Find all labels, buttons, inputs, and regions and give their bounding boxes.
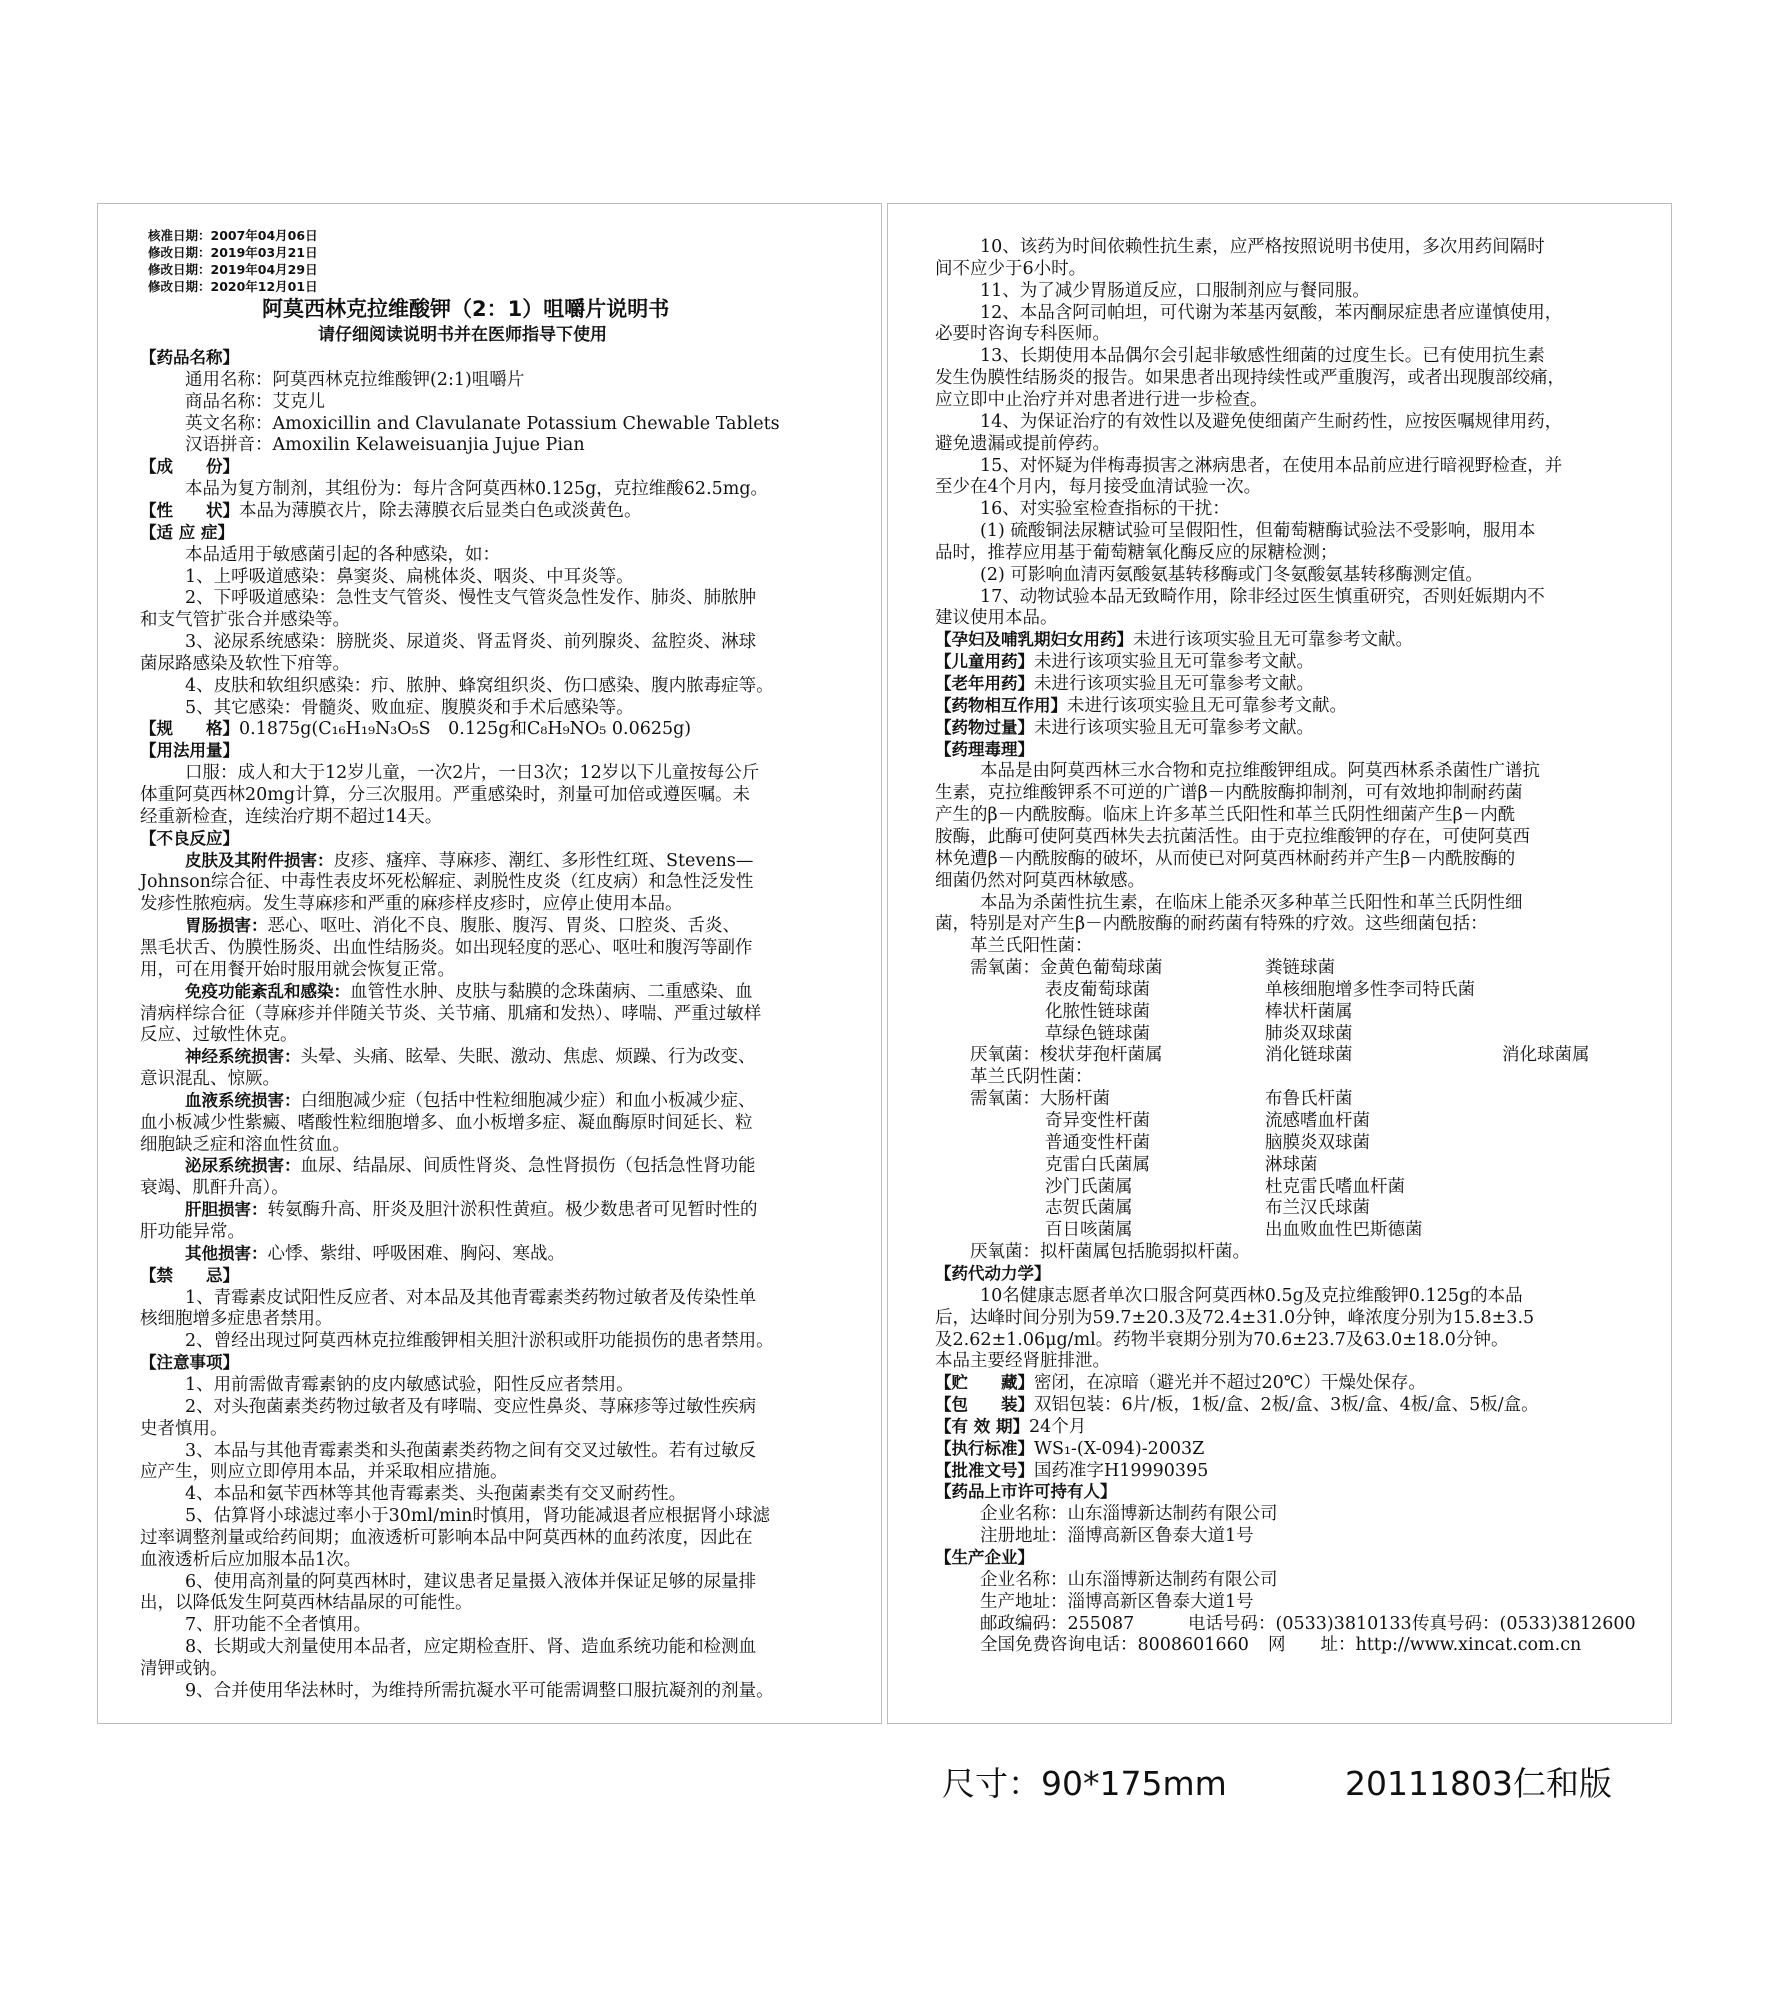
- labeled-line: [185, 981, 753, 1003]
- labeled-line: [935, 695, 1347, 717]
- text-line: 2、曾经出现过阿莫西林克拉维酸钾相关胆汁淤积或肝功能损伤的患者禁用。: [185, 1331, 774, 1352]
- text-line: 1、用前需做青霉素钠的皮内敏感试验，阳性反应者禁用。: [185, 1374, 634, 1395]
- text-line-column: 肺炎双球菌: [1265, 1023, 1353, 1044]
- line-text: 心悸、紫绀、呼吸困难、胸闷、寒战。: [267, 1243, 565, 1264]
- text-line: 过率调整剂量或给药间期；血液透析可影响本品中阿莫西林的血药浓度，因此在: [140, 1527, 753, 1548]
- text-line: 发生伪膜性结肠炎的报告。如果患者出现持续性或严重腹泻，或者出现腹部绞痛，: [935, 368, 1565, 389]
- line-label: 【有 效 期】: [935, 1416, 1029, 1436]
- text-line: 普通变性杆菌: [1045, 1132, 1150, 1153]
- section-heading: 【不良反应】: [140, 828, 239, 848]
- text-line: 16、对实验室检查指标的干扰：: [980, 499, 1230, 520]
- text-line: 菌尿路感染及软性下疳等。: [140, 653, 350, 674]
- revision-date: 修改日期：2020年12月01日: [148, 279, 318, 294]
- line-label: 【孕妇及哺乳期妇女用药】: [935, 630, 1133, 650]
- text-line: 克雷白氏菌属: [1045, 1154, 1150, 1175]
- revision-date: 修改日期：2019年03月21日: [148, 245, 318, 260]
- text-line: 需氧菌：金黄色葡萄球菌: [970, 958, 1163, 979]
- text-line: 17、动物试验本品无致畸作用，除非经过医生慎重研究，否则妊娠期内不: [980, 586, 1545, 607]
- text-line-column: 消化球菌属: [1502, 1045, 1590, 1066]
- text-line: 厌氧菌：拟杆菌属包括脆弱拟杆菌。: [970, 1242, 1250, 1263]
- text-line: 史者慎用。: [140, 1418, 228, 1439]
- text-line: 表皮葡萄球菌: [1045, 979, 1150, 1000]
- text-line: 经重新检查，连续治疗期不超过14天。: [140, 806, 443, 827]
- text-line: 8、长期或大剂量使用本品者，应定期检查肝、肾、造血系统功能和检测血: [185, 1637, 757, 1658]
- line-label: 【执行标准】: [935, 1438, 1034, 1458]
- line-label: 【包 装】: [935, 1395, 1034, 1415]
- text-line: 血小板减少性紫癜、嗜酸性粒细胞增多、血小板增多症、凝血酶原时间延长、粒: [140, 1112, 753, 1133]
- labeled-line: [935, 651, 1314, 673]
- text-line: 2、对头孢菌素类药物过敏者及有哮喘、变应性鼻炎、荨麻疹等过敏性疾病: [185, 1396, 757, 1417]
- text-line: 口服：成人和大于12岁儿童，一次2片，一日3次；12岁以下儿童按每公斤: [185, 763, 760, 784]
- text-line-column: 淋球菌: [1265, 1154, 1318, 1175]
- text-line: 7、肝功能不全者慎用。: [185, 1615, 372, 1636]
- labeled-line: [935, 1460, 1208, 1482]
- text-line-column: 出血败血性巴斯德菌: [1265, 1220, 1423, 1241]
- text-line: (2) 可影响血清丙氨酸氨基转移酶或门冬氨酸氨基转移酶测定值。: [980, 564, 1483, 585]
- text-line: 商品名称：艾克儿: [185, 391, 325, 412]
- labeled-line: [935, 1372, 1426, 1394]
- text-line: 百日咳菌属: [1045, 1220, 1133, 1241]
- line-label: 【儿童用药】: [935, 652, 1034, 672]
- line-label: 皮肤及其附件损害：: [185, 850, 334, 870]
- text-line-column: 脑膜炎双球菌: [1265, 1132, 1370, 1153]
- text-line: Johnson综合征、中毒性表皮坏死松解症、剥脱性皮炎（红皮病）和急性泛发性: [140, 872, 754, 893]
- labeled-line: [185, 1155, 756, 1177]
- section-heading: 【药品上市许可持有人】: [935, 1482, 1117, 1502]
- text-line: 5、其它感染：骨髓炎、败血症、腹膜炎和手术后感染等。: [185, 697, 634, 718]
- text-line-column: 电话号码：(0533)3810133: [1188, 1613, 1412, 1634]
- text-line: 企业名称：山东淄博新达制药有限公司: [980, 1569, 1278, 1590]
- line-label: 胃肠损害：: [185, 916, 268, 936]
- line-label: 免疫功能紊乱和感染：: [185, 981, 350, 1001]
- text-line-column: 流感嗜血杆菌: [1265, 1111, 1370, 1131]
- labeled-line: [935, 673, 1314, 695]
- approval-date: 核准日期：2007年04月06日: [148, 228, 318, 243]
- text-line: 间不应少于6小时。: [935, 258, 1087, 279]
- revision-date: 修改日期：2019年04月29日: [148, 262, 318, 277]
- text-line: 13、长期使用本品偶尔会引起非敏感性细菌的过度生长。已有使用抗生素: [980, 346, 1545, 367]
- section-heading: 【成 份】: [140, 457, 239, 477]
- text-line: 发疹性脓疱病。发生荨麻疹和严重的麻疹样皮疹时，应停止使用本品。: [140, 894, 683, 915]
- line-label: 血液系统损害：: [185, 1090, 301, 1110]
- section-heading: 【药理毒理】: [935, 739, 1034, 759]
- text-line: 至少在4个月内，每月接受血清试验一次。: [935, 477, 1262, 498]
- text-line: 沙门氏菌属: [1045, 1176, 1133, 1197]
- text-line: 革兰氏阴性菌：: [970, 1067, 1093, 1088]
- line-text: 血管性水肿、皮肤与黏膜的念珠菌病、二重感染、血: [350, 981, 753, 1002]
- labeled-line: [185, 915, 740, 937]
- line-text: 白细胞减少症（包括中性粒细胞减少症）和血小板减少症、: [300, 1090, 756, 1111]
- text-line: 出，以降低发生阿莫西林结晶尿的可能性。: [140, 1593, 473, 1614]
- text-line: 及2.62±1.06μg/ml。药物半衰期分别为70.6±23.7及63.0±18.0分钟。: [935, 1329, 1509, 1350]
- labeled-line: [935, 1416, 1086, 1438]
- text-line: 产生的β－内酰胺酶。临床上许多革兰氏阳性和革兰氏阴性细菌产生β－内酰: [935, 805, 1516, 826]
- text-line-column: 杜克雷氏嗜血杆菌: [1265, 1176, 1405, 1197]
- text-line-column: 布兰汉氏球菌: [1265, 1198, 1370, 1219]
- line-label: 【规 格】: [140, 719, 239, 739]
- text-line: 应立即中止治疗并对患者进行进一步检查。: [935, 389, 1268, 410]
- text-line-column: 消化链球菌: [1265, 1045, 1353, 1066]
- text-line: 反应、过敏性休克。: [140, 1025, 298, 1046]
- line-text: 未进行该项实验且无可靠参考文献。: [1133, 630, 1413, 651]
- text-line: 体重阿莫西林20mg计算，分三次服用。严重感染时，剂量可加倍或遵医嘱。未: [140, 785, 751, 805]
- text-line: 奇异变性杆菌: [1045, 1111, 1150, 1131]
- labeled-line: [185, 1046, 756, 1068]
- text-line: 12、本品含阿司帕坦，可代谢为苯基丙氨酸，苯丙酮尿症患者应谨慎使用，: [980, 302, 1563, 323]
- labeled-line: [185, 1243, 565, 1265]
- text-line: 生产地址：淄博高新区鲁泰大道1号: [980, 1591, 1254, 1612]
- text-line: 6、使用高剂量的阿莫西林时，建议患者足量摄入液体并保证足够的尿量排: [185, 1571, 757, 1592]
- text-line: 全国免费咨询电话：8008601660: [980, 1635, 1249, 1656]
- line-text: 恶心、呕吐、消化不良、腹胀、腹泻、胃炎、口腔炎、舌炎、: [267, 916, 740, 937]
- line-text: 未进行该项实验且无可靠参考文献。: [1034, 717, 1314, 738]
- text-line: 1、青霉素皮试阳性反应者、对本品及其他青霉素类药物过敏者及传染性单: [185, 1287, 757, 1308]
- text-line: 必要时咨询专科医师。: [935, 324, 1110, 345]
- text-line: 胺酶，此酶可使阿莫西林失去抗菌活性。由于克拉维酸钾的存在，可使阿莫西: [935, 826, 1530, 847]
- text-line: 肝功能异常。: [140, 1222, 245, 1242]
- text-line: 本品为杀菌性抗生素，在临床上能杀灭多种革兰氏阳性和革兰氏阴性细: [980, 892, 1523, 913]
- labeled-line: [935, 629, 1413, 651]
- text-line: 建议使用本品。: [935, 608, 1058, 629]
- line-text: WS₁-(X-094)-2003Z: [1034, 1438, 1205, 1459]
- line-label: 【性 状】: [140, 500, 239, 520]
- text-line-column: 单核细胞增多性李司特氏菌: [1265, 979, 1475, 1000]
- labeled-line: [185, 1090, 756, 1112]
- line-label: 【药物相互作用】: [935, 695, 1067, 715]
- line-label: 【药物过量】: [935, 717, 1034, 737]
- line-text: 未进行该项实验且无可靠参考文献。: [1034, 652, 1314, 673]
- text-line: 11、为了减少胃肠道反应，口服制剂应与餐同服。: [980, 280, 1370, 301]
- text-line: 本品为复方制剂，其组份为：每片含阿莫西林0.125g，克拉维酸62.5mg。: [185, 479, 769, 500]
- text-line: 邮政编码：255087: [980, 1613, 1135, 1634]
- line-text: 皮疹、瘙痒、荨麻疹、潮红、多形性红斑、Stevens—: [333, 850, 754, 871]
- labeled-line: [935, 1394, 1539, 1416]
- text-line: 4、皮肤和软组织感染：疖、脓肿、蜂窝组织炎、伤口感染、腹内脓毒症等。: [185, 675, 774, 696]
- text-line: 10、该药为时间依赖性抗生素，应严格按照说明书使用，多次用药间隔时: [980, 237, 1545, 257]
- text-line: 革兰氏阳性菌：: [970, 936, 1093, 957]
- text-line: 核细胞增多症患者禁用。: [140, 1309, 333, 1330]
- labeled-line: [935, 1438, 1204, 1460]
- text-line: 黑毛状舌、伪膜性肠炎、出血性结肠炎。如出现轻度的恶心、呕吐和腹泻等副作: [140, 937, 753, 958]
- text-line: 10名健康志愿者单次口服含阿莫西林0.5g及克拉维酸钾0.125g的本品: [980, 1285, 1523, 1306]
- line-text: 血尿、结晶尿、间质性肾炎、急性肾损伤（包括急性肾功能: [300, 1156, 756, 1177]
- text-line: 化脓性链球菌: [1045, 1001, 1150, 1022]
- section-heading: 【禁 忌】: [140, 1265, 239, 1285]
- text-line: 清病样综合征（荨麻疹并伴随关节炎、关节痛、肌痛和发热）、哮喘、严重过敏样: [140, 1003, 762, 1024]
- section-heading: 【药品名称】: [140, 348, 239, 367]
- text-line: 需氧菌：大肠杆菌: [970, 1089, 1110, 1110]
- section-heading: 【适 应 症】: [140, 522, 234, 542]
- labeled-line: [140, 718, 691, 740]
- line-label: 泌尿系统损害：: [185, 1156, 301, 1176]
- text-line: 清钾或钠。: [140, 1659, 228, 1679]
- line-text: 转氨酶升高、肝炎及胆汁淤积性黄疸。极少数患者可见暂时性的: [267, 1200, 758, 1221]
- text-line: 厌氧菌：梭状芽孢杆菌属: [970, 1045, 1163, 1066]
- text-line: 志贺氏菌属: [1045, 1198, 1133, 1219]
- text-line: 3、本品与其他青霉素类和头孢菌素类药物之间有交叉过敏性。若有过敏反: [185, 1440, 757, 1461]
- text-line-column: 棒状杆菌属: [1265, 1001, 1353, 1022]
- line-label: 其他损害：: [185, 1243, 268, 1263]
- line-label: 【贮 藏】: [935, 1373, 1034, 1393]
- text-line: 英文名称：Amoxicillin and Clavulanate Potassium Chewable Tablets: [185, 413, 780, 434]
- line-label: 【批准文号】: [935, 1460, 1034, 1480]
- document-title: 阿莫西林克拉维酸钾（2：1）咀嚼片说明书: [262, 297, 670, 321]
- text-line: 5、估算肾小球滤过率小于30ml/min时慎用，肾功能减退者应根据肾小球滤: [185, 1506, 770, 1527]
- text-line: 草绿色链球菌: [1045, 1023, 1150, 1044]
- text-line-column: 粪链球菌: [1265, 958, 1335, 979]
- text-line: 品时，推荐应用基于葡萄糖氧化酶反应的尿糖检测；: [935, 542, 1338, 563]
- document-subtitle: 请仔细阅读说明书并在医师指导下使用: [318, 325, 607, 345]
- text-line: 本品适用于敏感菌引起的各种感染，如：: [185, 544, 500, 565]
- text-line-column: 布鲁氏杆菌: [1265, 1089, 1353, 1110]
- version-label: 20111803仁和版: [1345, 1764, 1612, 1803]
- line-text: 密闭，在凉暗（避光并不超过20℃）干燥处保存。: [1034, 1373, 1426, 1394]
- text-line: (1) 硫酸铜法尿糖试验可呈假阳性，但葡萄糖酶试验法不受影响，服用本: [980, 521, 1536, 542]
- text-line: 和支气管扩张合并感染等。: [140, 610, 350, 631]
- text-line: 15、对怀疑为伴梅毒损害之淋病患者，在使用本品前应进行暗视野检查，并: [980, 455, 1563, 476]
- section-heading: 【用法用量】: [140, 741, 239, 761]
- text-line: 通用名称：阿莫西林克拉维酸钾(2:1)咀嚼片: [185, 369, 525, 390]
- text-line: 2、下呼吸道感染：急性支气管炎、慢性支气管炎急性发作、肺炎、肺脓肿: [185, 588, 757, 609]
- text-line: 衰竭、肌酐升高）。: [140, 1178, 289, 1199]
- text-line: 用，可在用餐开始时服用就会恢复正常。: [140, 959, 455, 980]
- line-text: 本品为薄膜衣片，除去薄膜衣后显类白色或淡黄色。: [239, 500, 642, 521]
- text-line: 意识混乱、惊厥。: [140, 1069, 280, 1090]
- labeled-line: [185, 850, 753, 872]
- section-heading: 【注意事项】: [140, 1353, 239, 1373]
- labeled-line: [140, 500, 642, 522]
- text-line: 9、合并使用华法林时，为维持所需抗凝水平可能需调整口服抗凝剂的剂量。: [185, 1680, 774, 1701]
- section-heading: 【药代动力学】: [935, 1263, 1051, 1283]
- line-label: 神经系统损害：: [185, 1047, 301, 1067]
- text-line: 生素，克拉维酸钾系不可逆的广谱β－内酰胺酶抑制剂，可有效地抑制耐药菌: [935, 783, 1523, 804]
- text-line: 林免遭β－内酰胺酶的破坏，从而使已对阿莫西林耐药并产生β－内酰胺酶的: [935, 848, 1516, 869]
- line-label: 肝胆损害：: [185, 1200, 268, 1220]
- text-line: 企业名称：山东淄博新达制药有限公司: [980, 1504, 1278, 1525]
- text-line: 汉语拼音：Amoxilin Kelaweisuanjia Jujue Pian: [185, 435, 585, 456]
- text-line-column: 传真号码：(0533)3812600: [1412, 1613, 1636, 1634]
- line-label: 【老年用药】: [935, 674, 1034, 693]
- text-line: 本品主要经肾脏排泄。: [935, 1351, 1110, 1372]
- text-line: 细胞缺乏症和溶血性贫血。: [140, 1134, 350, 1155]
- text-line: 应产生，则应立即停用本品，并采取相应措施。: [140, 1462, 508, 1483]
- line-text: 国药准字H19990395: [1034, 1460, 1209, 1481]
- line-text: 头晕、头痛、眩晕、失眠、激动、焦虑、烦躁、行为改变、: [300, 1047, 756, 1068]
- text-line: 菌，特别是对产生β－内酰胺酶的耐药菌有特殊的疗效。这些细菌包括：: [935, 914, 1488, 935]
- line-text: 24个月: [1029, 1416, 1087, 1437]
- text-line: 14、为保证治疗的有效性以及避免使细菌产生耐药性，应按医嘱规律用药，: [980, 411, 1563, 432]
- section-heading: 【生产企业】: [935, 1548, 1034, 1567]
- text-line: 3、泌尿系统感染：膀胱炎、尿道炎、肾盂肾炎、前列腺炎、盆腔炎、淋球: [185, 632, 757, 653]
- size-label: 尺寸：90*175mm: [942, 1764, 1227, 1803]
- text-line: 本品是由阿莫西林三水合物和克拉维酸钾组成。阿莫西林系杀菌性广谱抗: [980, 761, 1540, 782]
- labeled-line: [185, 1199, 758, 1221]
- text-line: 1、上呼吸道感染：鼻窦炎、扁桃体炎、咽炎、中耳炎等。: [185, 566, 634, 587]
- text-line: 4、本品和氨苄西林等其他青霉素类、头孢菌素类有交叉耐药性。: [185, 1484, 687, 1505]
- line-text: 未进行该项实验且无可靠参考文献。: [1034, 674, 1314, 694]
- labeled-line: [935, 717, 1314, 739]
- line-text: 0.1875g(C₁₆H₁₉N₃O₅S 0.125g和C₈H₉NO₅ 0.0625g): [239, 719, 692, 740]
- text-line: 避免遗漏或提前停药。: [935, 433, 1110, 454]
- text-line: 注册地址：淄博高新区鲁泰大道1号: [980, 1526, 1254, 1547]
- text-line: 血液透析后应加服本品1次。: [140, 1549, 362, 1570]
- text-line: 细菌仍然对阿莫西林敏感。: [935, 870, 1145, 891]
- line-text: 双铝包装：6片/板，1板/盒、2板/盒、3板/盒、4板/盒、5板/盒。: [1034, 1395, 1539, 1416]
- text-line-column: 网 址：http://www.xincat.com.cn: [1268, 1635, 1582, 1656]
- line-text: 未进行该项实验且无可靠参考文献。: [1067, 695, 1347, 716]
- text-line: 后，达峰时间分别为59.7±20.3及72.4±31.0分钟，峰浓度分别为15.8±3.5: [935, 1307, 1535, 1328]
